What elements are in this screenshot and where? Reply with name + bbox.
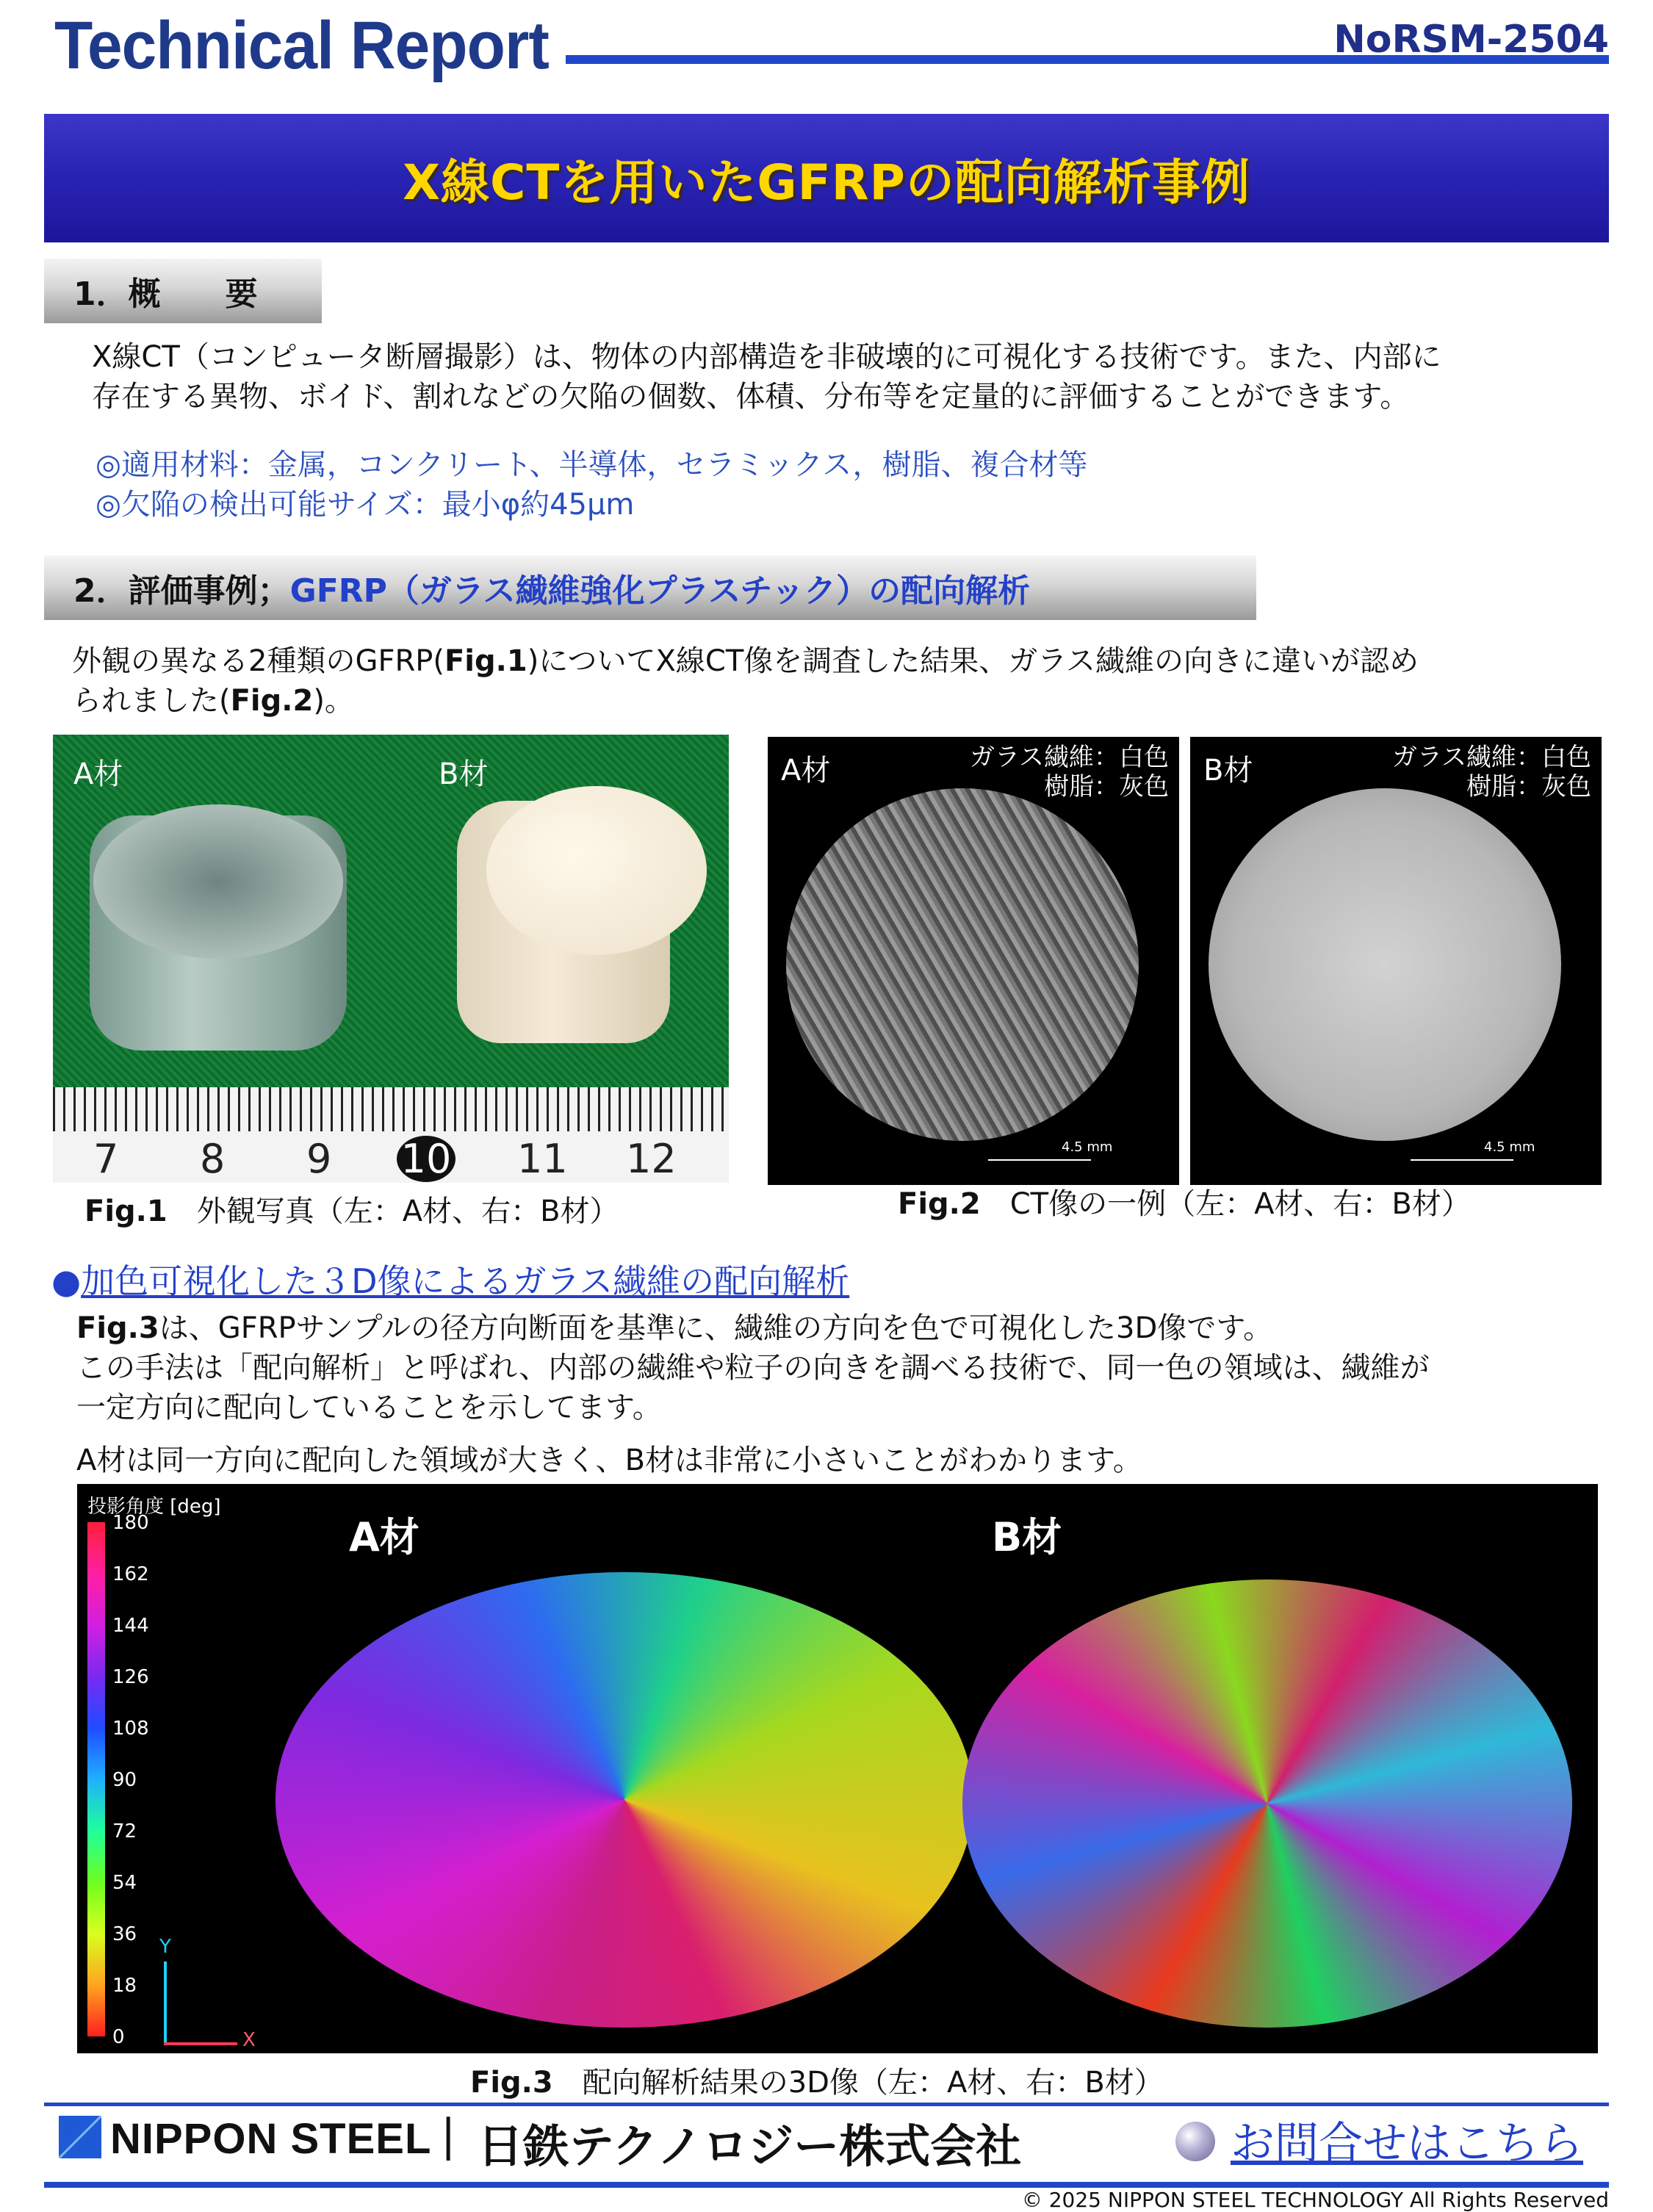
fig1-caption: [84, 1193, 619, 1230]
colorbar-tick-label: 18: [112, 1975, 137, 1997]
copyright-text: © 2025 NIPPON STEEL TECHNOLOGY All Rights Reserved: [1021, 2188, 1609, 2212]
ct-cross-section-b: [1209, 788, 1561, 1141]
overview-line-2: 存在する異物、ボイド、割れなどの欠陥の個数、体積、分布等を定量的に評価することができます。: [92, 380, 1410, 414]
fig3-3d-image: [77, 1484, 1598, 2053]
fig1-label-a: A材: [73, 757, 123, 791]
colorbar-tick-label: 0: [112, 2026, 125, 2048]
fig2-ref: Fig.2: [230, 684, 314, 718]
fig2-ct-image-a: [768, 737, 1179, 1185]
ruler-number: 10: [397, 1136, 455, 1182]
orientation-text: は、GFRPサンプルの径方向断面を基準に、繊維の方向を色で可視化した3D像です。: [159, 1311, 1273, 1345]
fig2-caption: [898, 1186, 1471, 1222]
ruler: [53, 1087, 729, 1183]
scale-label: 4.5 mm: [1062, 1139, 1113, 1155]
colorbar-tick-label: 126: [112, 1666, 149, 1688]
nippon-steel-logo-icon: [59, 2116, 101, 2158]
ruler-number: 11: [517, 1136, 568, 1182]
case-intro-line-1: [72, 641, 1419, 682]
section-heading-case: [44, 555, 1256, 620]
colorbar-tick-label: 162: [112, 1563, 149, 1585]
colorbar-tick-label: 108: [112, 1718, 149, 1740]
orientation-line-2: この手法は「配向解析」と呼ばれ、内部の繊維や粒子の向きを調べる技術で、同一色の領域は、繊維が: [76, 1351, 1430, 1385]
intro-text: 外観の異なる2種類のGFRP(: [72, 644, 444, 678]
contact-icon[interactable]: [1175, 2122, 1215, 2161]
intro-text: )。: [313, 684, 354, 718]
overview-line-1: X線CT（コンピュータ断層撮影）は、物体の内部構造を非破壊的に可視化する技術です。また、内部に: [92, 340, 1441, 374]
scale-bar: [988, 1159, 1091, 1161]
orientation-heading-text: 加色可視化した３D像によるガラス繊維の配向解析: [81, 1261, 850, 1301]
colorbar-tick-label: 90: [112, 1769, 137, 1791]
fig2-ct-image-b: [1190, 737, 1602, 1185]
brand-separator: |: [441, 2110, 456, 2161]
ruler-number: 12: [626, 1136, 677, 1182]
ct-label-b: B材: [1203, 754, 1253, 788]
fig3-label-b: B材: [992, 1514, 1062, 1560]
colorbar-tick-label: 72: [112, 1820, 137, 1842]
fig1-caption-text: 外観写真（左：A材、右：B材）: [167, 1195, 619, 1228]
orientation-line-4: A材は同一方向に配向した領域が大きく、B材は非常に小さいことがわかります。: [76, 1444, 1142, 1477]
colorbar-tick-label: 36: [112, 1923, 137, 1945]
title-banner: [44, 114, 1609, 242]
report-number: NoRSM-2504: [1333, 18, 1609, 62]
ruler-number: 7: [93, 1136, 119, 1182]
fig3-label-a: A材: [349, 1514, 419, 1560]
ct-legend-fiber: ガラス繊維：白色: [970, 743, 1169, 772]
brand-name: NIPPON STEEL: [110, 2115, 432, 2163]
ct-legend-b: [1392, 743, 1591, 801]
document-title: X線CTを用いたGFRPの配向解析事例: [403, 154, 1250, 211]
sample-a-orientation-render: [276, 1572, 973, 2028]
colorbar-tick-label: 54: [112, 1872, 137, 1894]
case-intro-line-2: [72, 680, 354, 721]
colorbar-title: 投影角度 [deg]: [87, 1496, 221, 1518]
sample-a-top: [93, 804, 343, 959]
section-heading-overview: [44, 259, 322, 323]
ruler-number: 8: [200, 1136, 226, 1182]
orientation-heading: [51, 1255, 849, 1303]
sample-b-orientation-render: [962, 1579, 1572, 2028]
report-title: Technical Report: [54, 8, 549, 83]
footer-rule-bottom: [44, 2182, 1609, 2188]
ruler-number: 9: [306, 1136, 332, 1182]
axis-x-line: [164, 2042, 237, 2045]
ct-legend-resin: 樹脂：灰色: [1466, 772, 1591, 801]
section2-heading-topic: GFRP（ガラス繊維強化プラスチック）の配向解析: [289, 572, 1031, 610]
fig1-ref: Fig.1: [444, 644, 527, 678]
colorbar: [87, 1522, 105, 2036]
scale-label: 4.5 mm: [1484, 1139, 1535, 1155]
axis-y-label: Y: [159, 1936, 171, 1958]
fig2-caption-text: CT像の一例（左：A材、右：B材）: [980, 1187, 1471, 1221]
fig2-caption-label: Fig.2: [898, 1187, 981, 1221]
company-name: 日鉄テクノロジー株式会社: [478, 2119, 1022, 2173]
fig3-ref: Fig.3: [76, 1311, 159, 1345]
footer-rule-top: [44, 2103, 1609, 2106]
orientation-line-3: 一定方向に配向していることを示してます。: [76, 1391, 662, 1424]
orientation-line-1: [76, 1308, 1272, 1349]
axis-y-line: [164, 1961, 167, 2044]
applicable-materials-note: ◎適用材料：金属，コンクリート、半導体，セラミックス，樹脂、複合材等: [96, 448, 1088, 482]
fig1-label-b: B材: [439, 757, 489, 791]
section1-heading: 1．概 要: [73, 275, 258, 313]
fig3-caption: [470, 2064, 1164, 2101]
ct-legend-a: [970, 743, 1169, 801]
ct-label-a: A材: [781, 754, 831, 788]
section2-heading-prefix: 2．評価事例；: [73, 572, 290, 610]
detection-size-note: ◎欠陥の検出可能サイズ：最小φ約45μm: [96, 488, 635, 522]
contact-link[interactable]: お問合せはこちら: [1231, 2118, 1583, 2169]
ruler-ticks: [53, 1087, 729, 1131]
fig1-photo: [53, 735, 729, 1183]
fig1-caption-label: Fig.1: [84, 1195, 168, 1228]
scale-bar: [1411, 1159, 1513, 1161]
ct-cross-section-a: [786, 788, 1139, 1141]
fig3-caption-label: Fig.3: [470, 2066, 553, 2100]
bullet-icon: ●: [51, 1261, 82, 1301]
intro-text: )についてX線CT像を調査した結果、ガラス繊維の向きに違いが認め: [527, 644, 1419, 678]
ct-legend-resin: 樹脂：灰色: [1044, 772, 1169, 801]
ct-legend-fiber: ガラス繊維：白色: [1392, 743, 1591, 772]
intro-text: られました(: [72, 684, 231, 718]
colorbar-tick-label: 144: [112, 1615, 149, 1637]
fig3-caption-text: 配向解析結果の3D像（左：A材、右：B材）: [552, 2066, 1164, 2100]
sample-b-top: [486, 786, 707, 955]
colorbar-tick-label: 180: [112, 1512, 149, 1534]
axis-x-label: X: [242, 2029, 256, 2051]
